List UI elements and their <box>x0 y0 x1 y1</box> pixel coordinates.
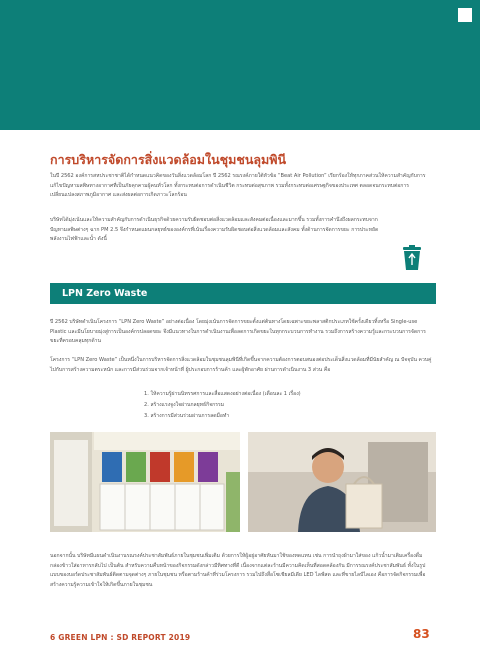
paragraph-intro: ในปี 2562 องค์การสหประชาชาติได้กำหนดแนวคิดของวันสิ่งแวดล้อมโลก ปี 2562 รณรงค์ภายใต้หัวข้อ “Beat Air Pollution” เรียกร้องให้ทุกภาคส่วนให้ความสำคัญกับการแก้ไขปัญหามลพิษทางอากาศที่เป็นภัยคุกคามผู้คนทั่วโลก ทั้งกระทบต่อการดำเนินชีวิต กระทบต่อสุขภาพ รวมทั้งกระทบต่อเศรษฐกิจของประเทศ ตลอดจนกระทบต่อการเปลี่ยนแปลงสภาพภูมิอากาศ และส่งผลต่อการเกิดภาวะโลกร้อน <box>50 173 426 199</box>
footer-report-title: 6 GREEN LPN : SD REPORT 2019 <box>50 633 191 642</box>
program-list <box>144 389 301 421</box>
page-number: 83 <box>413 627 430 641</box>
paragraph-company: บริษัทได้มุ่งเน้นและให้ความสำคัญกับการดำเนินธุรกิจด้วยความรับผิดชอบต่อสิ่งแวดล้อมและสังคมต่อเนื่องและมากขึ้น รวมทั้งการคำนึงถึงผลกระทบจากปัญหามลพิษต่างๆ ฉาก PM 2.5 จึงกำหนดแผนกลยุทธ์ขององค์กรที่เน้นเรื่องความรับผิดชอบต่อสิ่งแวดล้อมและสังคม ทั้งด้านการจัดการขยะ การประหยัดพลังงานไฟฟ้าและน้ำ ดังนี้ <box>50 217 379 243</box>
shopper-photo <box>248 432 436 532</box>
hero-banner <box>0 0 480 130</box>
list-item: 3. สร้างการมีส่วนร่วมผ่านการลดมือทำ <box>144 412 230 419</box>
paragraph-zero-waste: ปี 2562 บริษัทดำเนินโครงการ “LPN Zero Waste” อย่างต่อเนื่อง โดยมุ่งเน้นการจัดการขยะตั้งแต่ต้นทางโดยเฉพาะขยะพลาสติกประเภทใช้ครั้งเดียวทิ้งหรือ Single-use Plastic และมีนโยบายมุ่งสู่การเป็นองค์กรปลอดขยะ จึงมีแนวทางในการดำเนินงานเพื่อลดการเกิดขยะในทุกกระบวนการทำงาน รวมถึงการสร้างความรู้และกระบวนการจัดการขยะที่ครอบคลุมทุกด้าน <box>50 319 426 345</box>
paragraph-campaign: นอกจากนั้น บริษัทมีแผนดำเนินงานรณรงค์ประชาสัมพันธ์ภายในชุมชนเพิ่มเติม ด้วยการให้ผู้อยู่อาศัยหันมาใช้ของทดแทน เช่น การนำถุงผ้ามาใส่ของ แก้วน้ำมาเติมเครื่องดื่ม กล่องข้าวใส่อาหารกลับไป เป็นต้น สำหรับความคืบหน้าของกิจกรรมดังกล่าวมีทิศทางที่ดี เนื่องจากแต่ละร้านมีความคิดเห็นที่สอดคล้องกัน มีการรณรงค์ประชาสัมพันธ์ ทั้งในรูปแบบของบอร์ดประชาสัมพันธ์ติดตามจุดต่างๆ ภายในชุมชน หรือตามร้านค้าที่ร่วมโครงการ รวมไปถึงสื่อโซเชียลมีเดีย LED ไลฟ์สด และที่ขายไลป์ไลเอง คือการจัดกิจกรรมเพื่อสร้างความรู้ความเข้าใจให้เกิดขึ้นภายในชุมชน <box>50 553 426 588</box>
banner-label: LPN Zero Waste <box>62 288 148 299</box>
paragraph-program: โครงการ “LPN Zero Waste” เป็นหนึ่งในการบริหารจัดการสิ่งแวดล้อมในชุมชนลุมพินีที่เกิดขึ้นจากความต้องการตอบสนองต่อประเด็นสิ่งแวดล้อมที่มีนัยสำคัญ ณ ปัจจุบัน ควบคู่ไปกับการสร้างความตระหนัก และการมีส่วนร่วมจากเจ้าหน้าที่ ผู้ประกอบการร้านค้า และผู้พักอาศัย ผ่านการดำเนินงาน 3 ส่วน คือ <box>50 357 432 373</box>
decorative-square <box>458 8 472 22</box>
recycling-bins-photo <box>50 432 240 532</box>
recycle-bin-icon <box>392 238 432 278</box>
section-banner <box>50 283 436 304</box>
list-item: 1. ให้ความรู้ผ่านนิทรรศการและสื่อแสดงอย่างต่อเนื่อง (เดือนละ 1 เรื่อง) <box>144 391 301 397</box>
list-item: 2. สร้างแรงจูงใจผ่านกลยุทธ์กิจกรรม <box>144 401 225 408</box>
section-heading: การบริหารจัดการสิ่งแวดล้อมในชุมชนลุมพินี <box>50 152 287 167</box>
